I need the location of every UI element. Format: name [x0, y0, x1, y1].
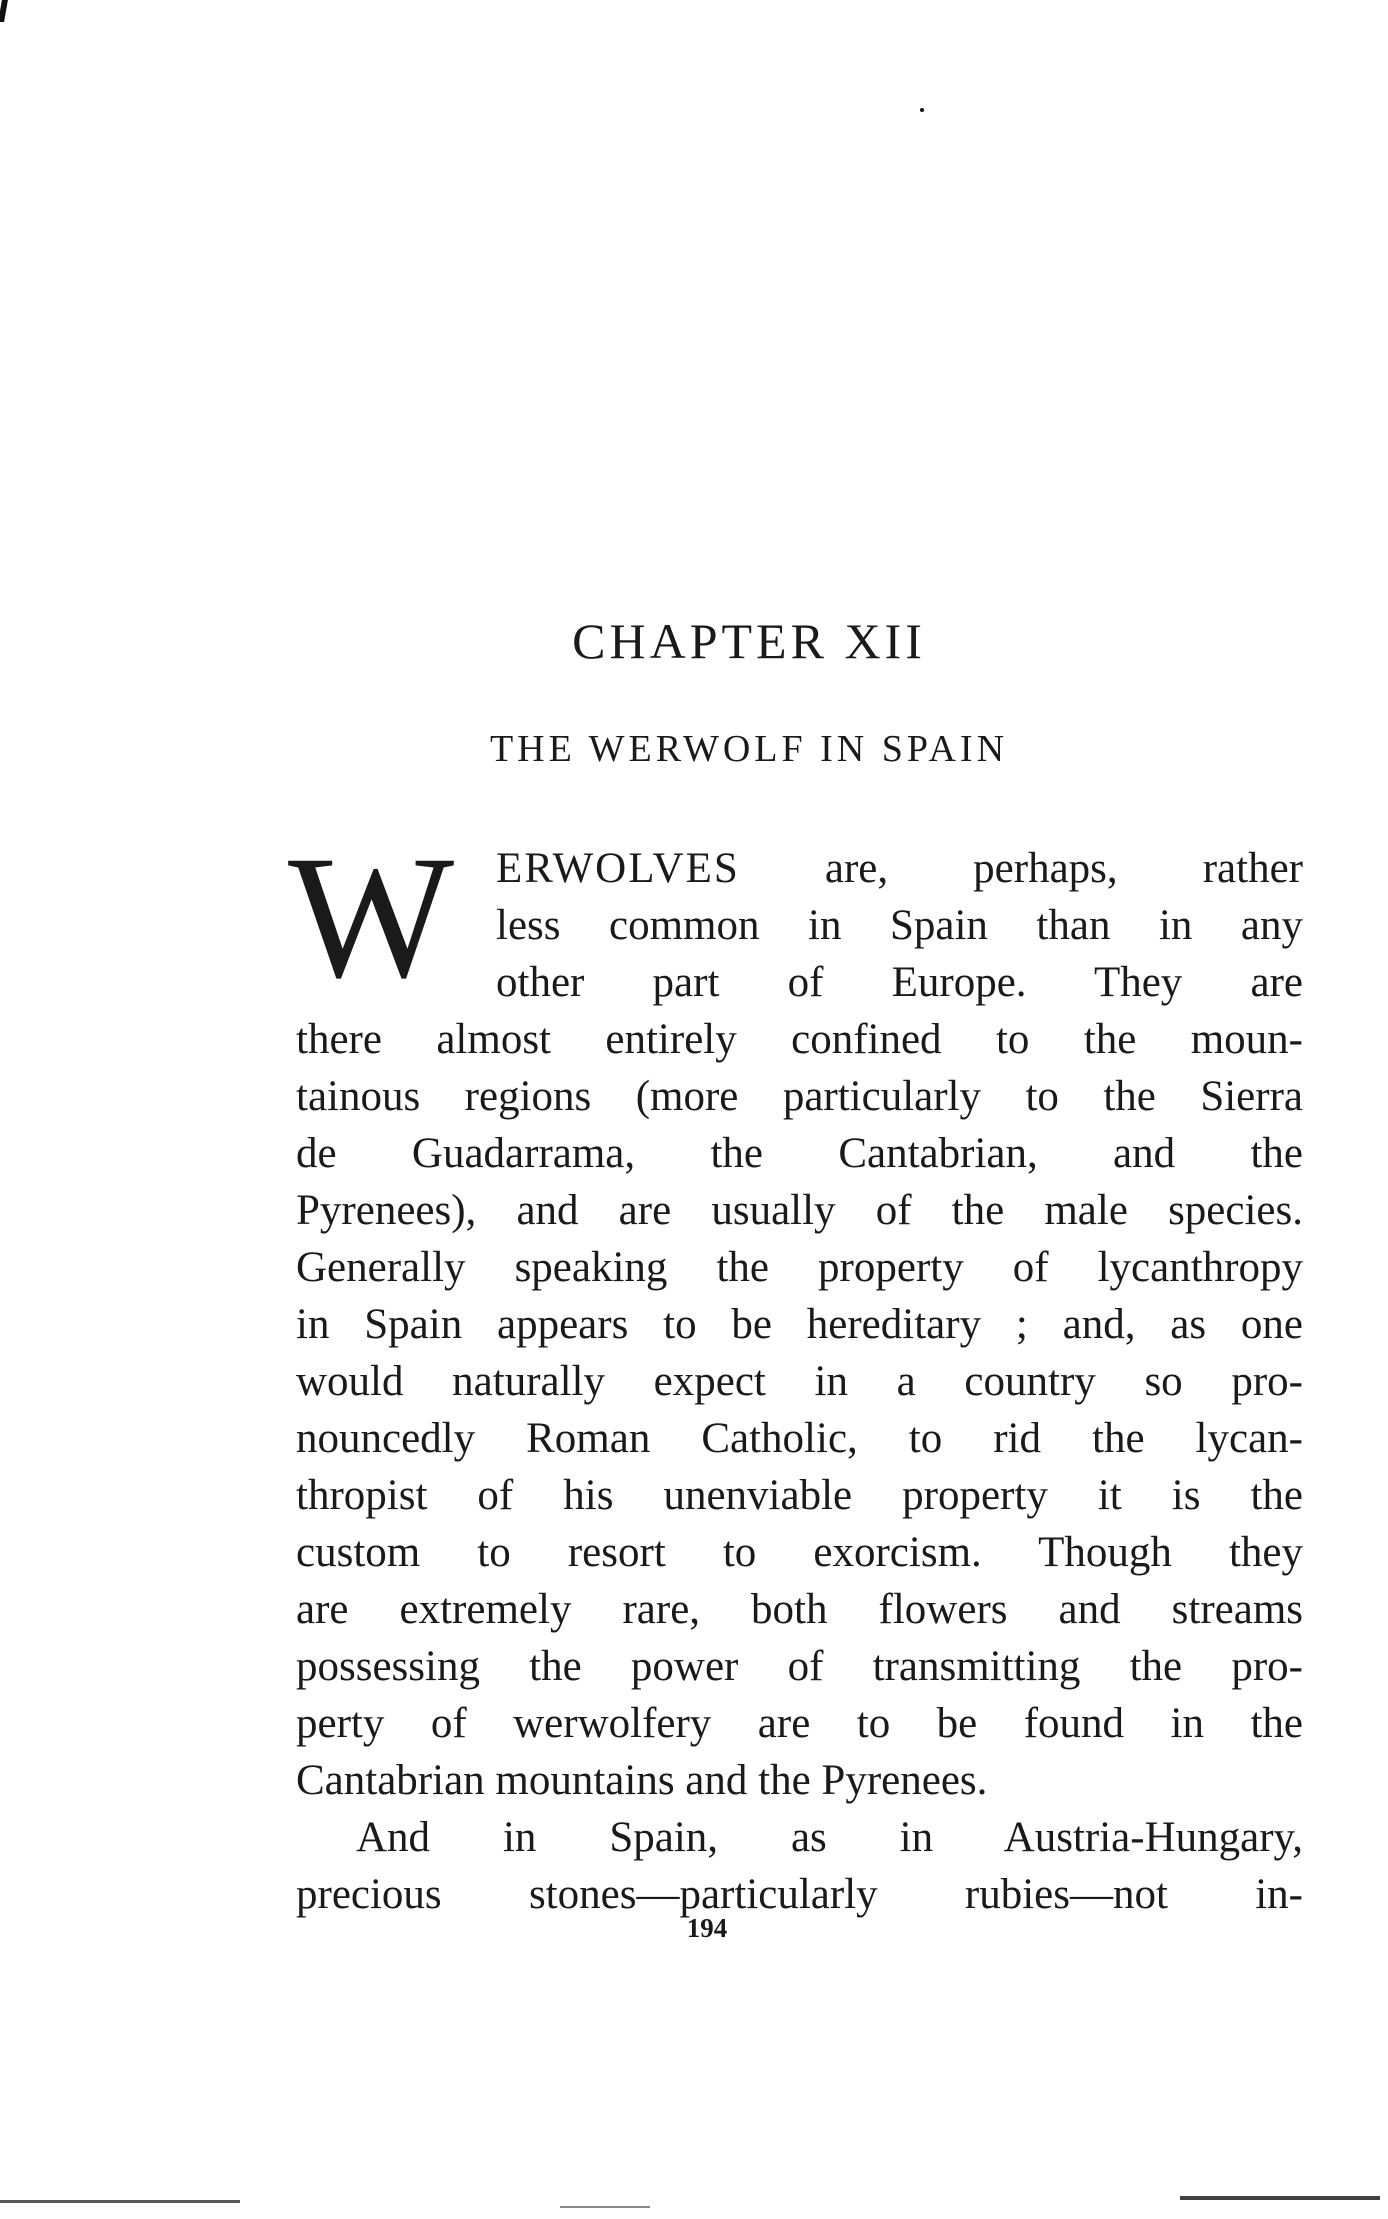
text-line: are extremely rare, both flowers and streams	[296, 1586, 1303, 1633]
scan-bottom-streak	[560, 2206, 650, 2208]
body-text	[288, 820, 1303, 1923]
text-line: thropist of his unenviable property it is the	[296, 1472, 1303, 1519]
text-line: de Guadarrama, the Cantabrian, and the	[296, 1130, 1303, 1177]
text-line: less common in Spain than in any	[496, 902, 1303, 949]
text-line: would naturally expect in a country so pro-	[296, 1358, 1303, 1405]
drop-cap: W	[288, 820, 455, 1015]
chapter-number: CHAPTER XII	[572, 613, 926, 669]
text-line: Generally speaking the property of lycanthropy	[296, 1244, 1303, 1291]
text-line: perty of werwolfery are to be found in the	[296, 1700, 1303, 1747]
text-line: there almost entirely confined to the moun-	[296, 1016, 1303, 1063]
text-line: precious stones—particularly rubies—not in-	[296, 1871, 1303, 1918]
text-line: tainous regions (more particularly to the Sierra	[296, 1073, 1303, 1120]
line-1-rest: are, perhaps, rather	[824, 845, 1303, 892]
scan-edge-mark	[0, 0, 8, 22]
text-line: And in Spain, as in Austria-Hungary,	[356, 1814, 1303, 1861]
text-line: possessing the power of transmitting the pro-	[296, 1643, 1303, 1690]
page-number: 194	[686, 1913, 728, 1943]
text-line: Cantabrian mountains and the Pyrenees.	[296, 1757, 988, 1804]
text-line: Pyrenees), and are usually of the male species.	[296, 1187, 1303, 1234]
text-line: other part of Europe. They are	[496, 959, 1303, 1006]
chapter-title: THE WERWOLF IN SPAIN	[489, 728, 1009, 770]
scan-speck	[920, 108, 924, 112]
text-line: in Spain appears to be hereditary ; and, as one	[296, 1301, 1303, 1348]
text-line	[496, 840, 1303, 897]
scan-bottom-streak	[0, 2200, 240, 2203]
text-line: custom to resort to exorcism. Though they	[296, 1529, 1303, 1576]
first-word: ERWOLVES	[496, 845, 740, 892]
text-line: nouncedly Roman Catholic, to rid the lycan-	[296, 1415, 1303, 1462]
scan-bottom-streak	[1180, 2196, 1380, 2200]
